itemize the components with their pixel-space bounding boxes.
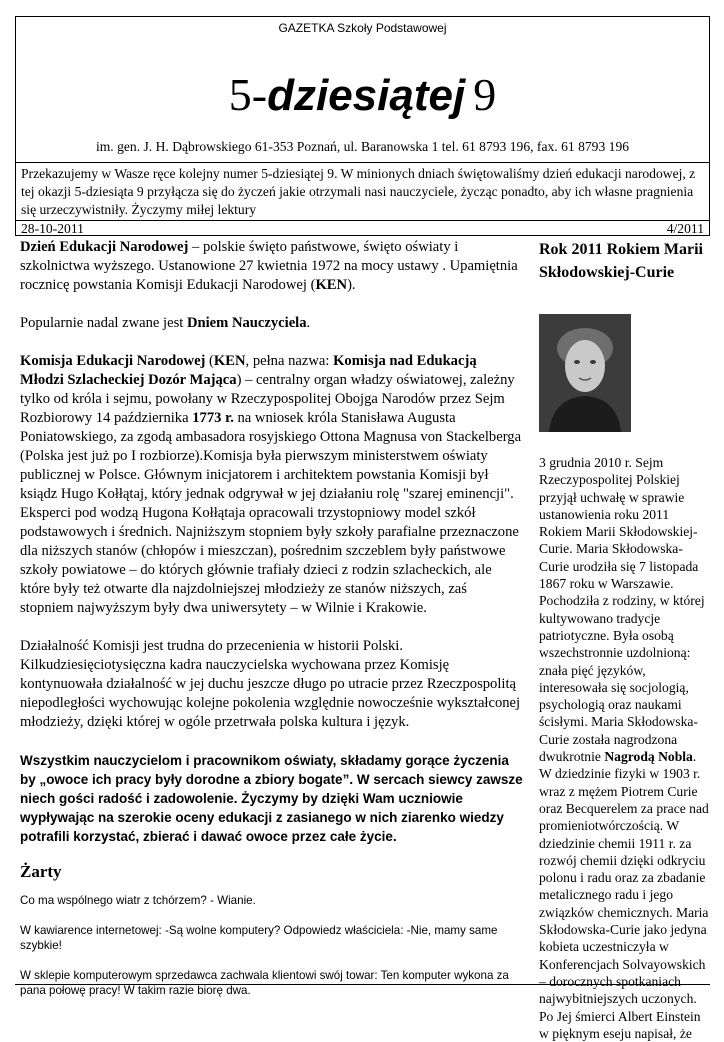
sidebar-text-part: . W dziedzinie fizyki w 1903 r. wraz z mężem Piotrem Curie oraz Becquerelem za prace nad promieniotwórczością. W dziedzinie chemii 1911 r. za rozwój chemii dzięki odkryciu polonu i radu oraz za zbadanie metalicznego radu i jego związków chemicznych. Maria Skłodowska-Curie jako jedyna kobieta uczestniczyła w Konferencjach Solvayowskich – dorocznych spotkaniach najwybitniejszych uczonych. Po Jej śmierci Albert Einstein w pięknym eseju napisał, że	[539, 749, 709, 1041]
wishes-callout: Wszystkim nauczycielom i pracownikom oświaty, składamy gorące życzenia by „owoce ich pracy były dorodne a zbiory bogate”. W sercach siewcy zawsze niech gości radość i zadowolenie. Życzymy by dzięki Wam uczniowie wypływając na szerokie oceny edukacji z zasianego w nich ziarenko wiedzy potrafili korzystać, zbierać i dawać owoce przez całe życie.	[20, 753, 523, 844]
paragraph-den	[20, 238, 523, 295]
ken-title: Komisja Edukacji Narodowej	[20, 353, 206, 369]
joke-item: W kawiarence internetowej: -Są wolne komputery? Odpowiedz właściciela: -Nie, mamy same szybkie!	[20, 923, 498, 952]
gazetka-label: GAZETKA Szkoły Podstawowej	[278, 21, 447, 35]
paragraph-text: Popularnie nadal zwane jest	[20, 315, 187, 331]
ken-fullname: Komisja nad Edukacją Młodzi Szlacheckiej Dozór Mająca	[20, 353, 477, 388]
title-word: dziesiątej	[267, 71, 466, 120]
nickname-bold: Dniem Nauczyciela	[186, 315, 307, 331]
ken-abbrev: KEN	[315, 277, 348, 293]
sidebar-text	[539, 454, 711, 1042]
sidebar-column	[539, 238, 709, 1041]
newsletter-title	[16, 67, 709, 124]
paragraph-nickname	[20, 314, 523, 333]
intro-text: Przekazujemy w Wasze ręce kolejny numer 5-dziesiątej 9. W minionych dniach świętowaliśmy dzień edukacji narodowej, z tej okazji 5-dziesiąta 9 przyłącza się do życzeń jakie otrzymali nasi nauczyciele, życząc ponadto, aby ich własne pragnienia się urzeczywistniły. Życzymy miłej lektury	[21, 166, 696, 217]
sidebar-heading: Rok 2011 Rokiem Marii Skłodowskiej-Curie	[539, 241, 703, 281]
paragraph-text: .	[306, 315, 311, 331]
title-prefix: 5-	[228, 69, 268, 120]
joke-item: W sklepie komputerowym sprzedawca zachwala klientowi swój towar: Ten komputer wykona za pana połowę pracy! W takim razie biorę dwa.	[20, 968, 509, 997]
paragraph-text: (	[205, 353, 214, 369]
ken-year: 1773 r.	[192, 410, 234, 426]
den-title: Dzień Edukacji Narodowej	[20, 239, 189, 255]
issue-number: 4/2011	[666, 221, 704, 236]
date-row	[21, 221, 704, 237]
school-address: im. gen. J. H. Dąbrowskiego 61-353 Poznań, ul. Baranowska 1 tel. 61 8793 196, fax. 61 8793 196	[95, 139, 630, 154]
paragraph-text: ) – centralny organ władzy oświatowej, zależny tylko od króla i sejmu, powołany w Rzeczypospolitej Obojga Narodów przez Sejm Rozbiorowy 14 października	[20, 372, 515, 426]
paragraph-text: ).	[347, 277, 356, 293]
issue-date: 28-10-2011	[21, 221, 84, 236]
joke-item: Co ma wspólnego wiatr z tchórzem? - Wianie.	[20, 894, 256, 907]
jokes-heading: Żarty	[20, 862, 62, 881]
paragraph-text: na wniosek króla Stanisława Augusta Poniatowskiego, za zgodą ambasadora rosyjskiego Ottona Magnusa von Stackelberga (Polska jest już po I rozbiorze).Komisja była pierwszym ministerstwem oświaty publicznej w Polsce. Głównym inicjatorem i architektem powstania Komisji był ksiądz Hugo Kołłątaj, który jednak odgrywał w jej działaniu rolę "szarej eminencji". Eksperci pod wodzą Hugona Kołłątaja opracowali trzystopniowy model szkół podstawowych i średnich. Najniższym stopniem były szkoły parafialne przeznaczone dla niższych stanów (chłopów i mieszczan), pośrednim szczeblem były państwowe szkoły powiatowe – do których głównie trafiały dzieci z rodzin szlacheckich, ale które były też otwarte dla najzdolniejszej młodzieży ze stanów niższych, zaś stopniem najwyższym były dwa uniwersytety – w Wilnie i Krakowie.	[20, 410, 522, 616]
divider	[16, 162, 709, 163]
sidebar-text-part: 3 grudnia 2010 r. Sejm Rzeczypospolitej Polskiej przyjął uchwałę w sprawie ustanowienia roku 2011 Rokiem Marii Skłodowskiej-Curie. Maria Skłodowska-Curie urodziła się 7 listopada 1867 roku w Warszawie. Pochodziła z rodziny, w której kultywowano tradycje patriotyczne. Była osobą wszechstronnie uzdolnioną: znała pięć języków, interesowała się socjologią, psychologią oraz naukami ścisłymi. Maria Skłodowska-Curie została nagrodzona dwukrotnie	[539, 455, 705, 765]
curie-portrait	[539, 314, 631, 432]
nobel-bold: Nagrodą Nobla	[604, 749, 693, 765]
footer-divider	[15, 984, 710, 985]
paragraph-legacy: Działalność Komisji jest trudna do przecenienia w historii Polski. Kilkudziesięciotysięczna kadra nauczycielska wychowana przez Komisję kontynuowała działalność w jej duchu jeszcze długo po utracie przez Rzeczpospolitą niepodległości wychowując kolejne pokolenia względnie nowocześnie wykształconej młodzieży, dzięki której w ogóle przetrwała polska kultura i język.	[20, 638, 521, 730]
paragraph-text: – polskie święto państwowe, święto oświaty i szkolnictwa wyższego. Ustanowione 27 kwietnia 1972 na mocy ustawy . Upamiętnia rocznicę powstania Komisji Edukacji Narodowej (	[20, 239, 518, 293]
title-number: 9	[473, 69, 497, 120]
masthead-box	[15, 16, 710, 236]
paragraph-ken	[20, 352, 523, 618]
main-column	[20, 238, 523, 1013]
paragraph-text: , pełna nazwa:	[245, 353, 334, 369]
ken-abbrev: KEN	[213, 353, 246, 369]
